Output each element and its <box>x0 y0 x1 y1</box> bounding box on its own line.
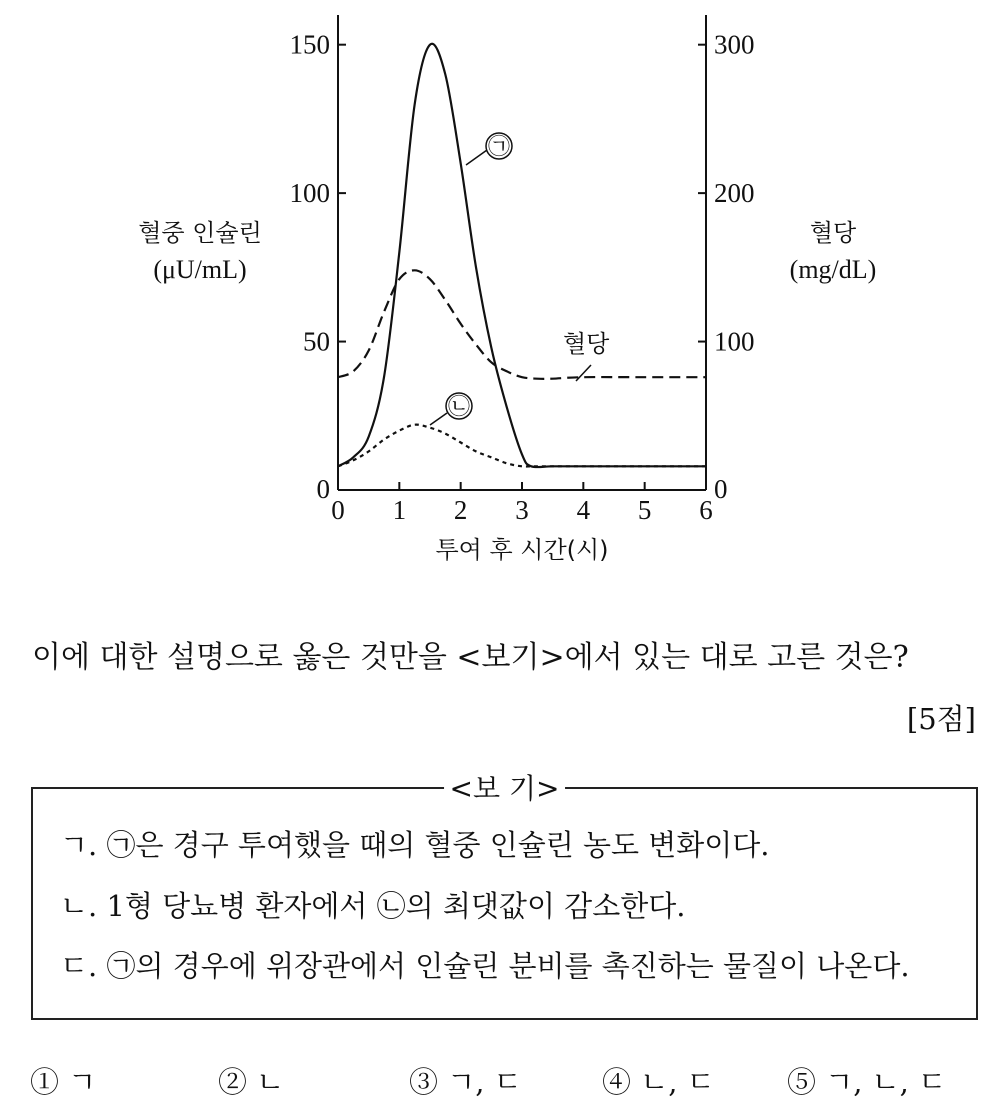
series-a-leader <box>466 150 487 165</box>
right-tick-label: 200 <box>714 178 755 209</box>
question-text: 이에 대한 설명으로 옳은 것만을 <보기>에서 있는 대로 고른 것은? <box>32 640 909 675</box>
x-axis-label: 투여 후 시간(시) <box>435 536 609 564</box>
choice-4[interactable]: ④ ㄴ, ㄷ <box>602 1065 715 1099</box>
left-axis-label-line1: 혈중 인슐린 <box>138 219 262 247</box>
bogi-title: <보 기> <box>444 767 566 807</box>
series-a-line <box>338 44 706 467</box>
right-tick-label: 300 <box>714 29 755 60</box>
series-b-leader <box>430 413 447 425</box>
right-axis-label-line1: 혈당 <box>809 219 857 247</box>
left-tick-label: 150 <box>289 29 330 60</box>
bogi-item-b: ㄴ. 1형 당뇨병 환자에서 ㉡의 최댓값이 감소한다. <box>60 889 686 923</box>
glucose-line <box>338 270 706 379</box>
x-tick-label: 0 <box>331 495 345 525</box>
right-tick-label: 0 <box>714 474 728 504</box>
x-tick-label: 5 <box>637 495 652 525</box>
bogi-item-a: ㄱ. ㉠은 경구 투여했을 때의 혈중 인슐린 농도 변화이다. <box>60 828 770 862</box>
question-points: [5점] <box>906 702 976 736</box>
choice-1[interactable]: ① ㄱ <box>30 1065 97 1099</box>
x-tick-label: 4 <box>576 495 591 525</box>
left-tick-label: 50 <box>303 326 330 357</box>
left-tick-label: 0 <box>316 474 330 504</box>
right-axis-label-line2: (mg/dL) <box>789 255 877 284</box>
x-tick-label: 1 <box>392 495 407 525</box>
series-b-label: ㉡ <box>447 395 471 420</box>
bogi-box <box>31 772 978 1020</box>
glucose-leader <box>576 365 591 381</box>
series-b-line <box>338 425 706 467</box>
right-tick-label: 100 <box>714 326 755 357</box>
series-a-label: ㉠ <box>487 135 511 160</box>
choice-3[interactable]: ③ ㄱ, ㄷ <box>409 1065 522 1099</box>
glucose-series-label: 혈당 <box>563 330 610 358</box>
x-tick-label: 3 <box>515 495 529 525</box>
bogi-item-c: ㄷ. ㉠의 경우에 위장관에서 인슐린 분비를 촉진하는 물질이 나온다. <box>60 949 910 983</box>
choice-5[interactable]: ⑤ ㄱ, ㄴ, ㄷ <box>787 1065 947 1099</box>
x-tick-label: 2 <box>453 495 468 525</box>
answer-choices <box>30 1060 980 1100</box>
left-tick-label: 100 <box>289 178 330 209</box>
choice-2[interactable]: ② ㄴ <box>218 1065 285 1099</box>
left-axis-label-line2: (μU/mL) <box>153 255 247 284</box>
x-tick-label: 6 <box>699 495 713 525</box>
